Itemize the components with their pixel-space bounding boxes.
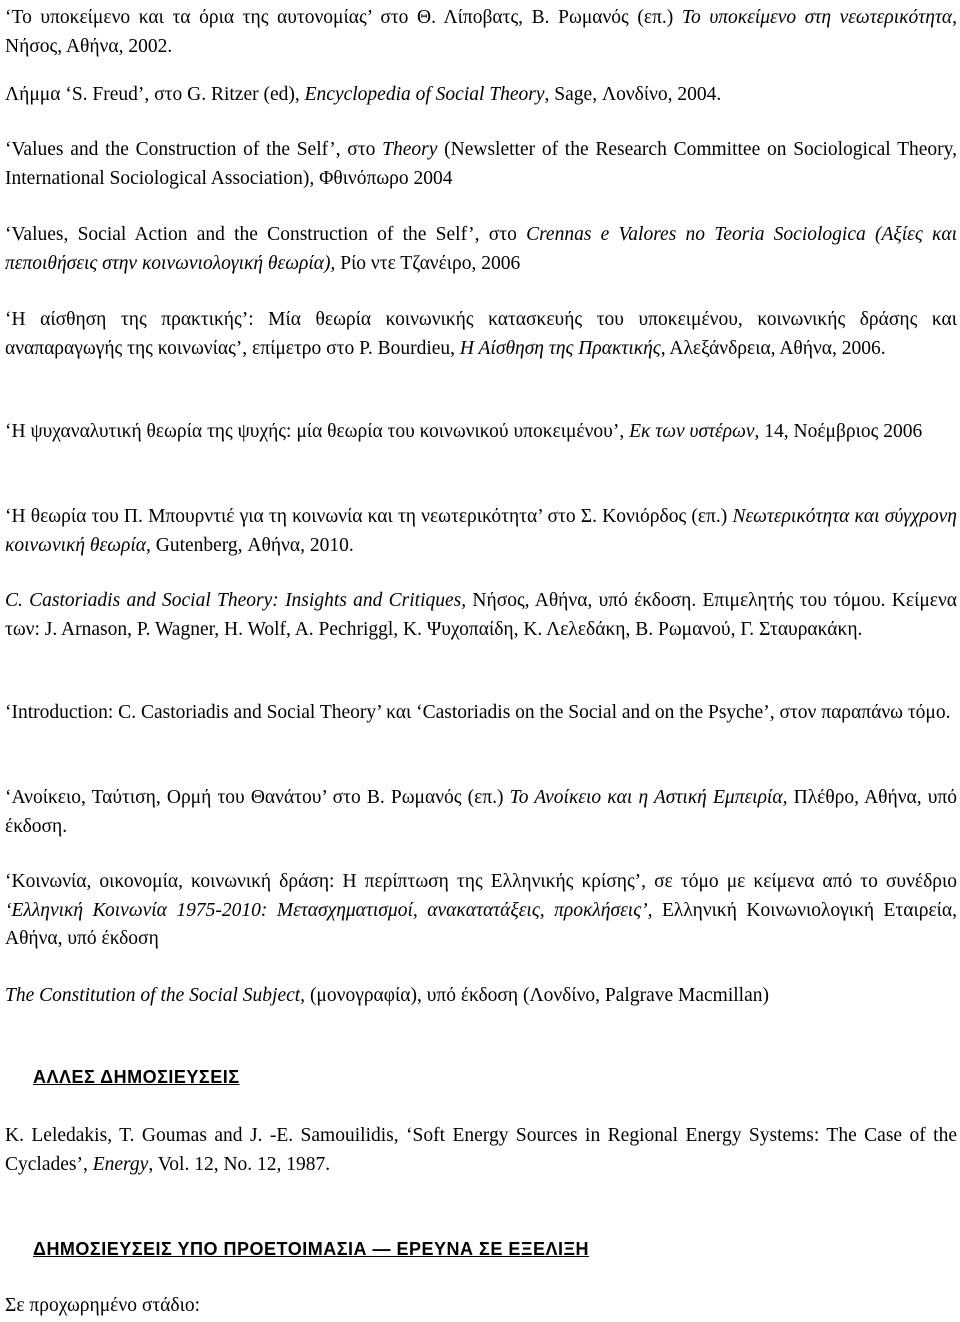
publication-entry [5,1292,957,1321]
entry-text: Ελληνική Κοινωνιολογική Εταιρεία, Αθήνα, υπό έκδοση [5,899,957,949]
entry-text: Πλέθρο, Αθήνα, υπό έκδοση. [5,787,958,837]
section-heading-other-publications: ΑΛΛΕΣ ΔΗΜΟΣΙΕΥΣΕΙΣ [33,1067,240,1087]
entry-text: , 14, Νοέμβριος 2006 [754,421,923,442]
entry-text: ‘Ανοίκειο, Ταύτιση, Ορμή του Θανάτου’ στο Β. Ρωμανός (επ.) [5,787,510,808]
entry-italic-text: Νεωτερικότητα και σύγχρονη κοινωνική θεωρία [5,506,957,556]
entry-italic-text: Encyclopedia of Social Theory [304,84,545,105]
entry-text: Ρίο ντε Τζανέιρο, 2006 [335,252,521,274]
publication-entry [5,306,957,363]
publication-entry [5,81,957,110]
entry-italic-text: (Αξίες και πεποιθήσεις στην κοινωνιολογική θεωρία), [5,224,958,274]
entry-text: , Sage, Λονδίνο, 2004. [544,84,722,105]
publication-entry [5,587,957,644]
entry-text: Λήμμα ‘S. Freud’, στο G. Ritzer (ed), [5,84,305,105]
entry-text: ‘Η αίσθηση της πρακτικής’: Μία θεωρία κοινωνικής κατασκευής του υποκειμένου, κοινωνικής δράσης και αναπαραγωγής της κοινωνίας’, επίμετρο στο P. Bourdieu, [5,309,957,359]
section-heading-in-preparation: ΔΗΜΟΣΙΕΥΣΕΙΣ ΥΠΟ ΠΡΟΕΤΟΙΜΑΣΙΑ — ΕΡΕΥΝΑ ΣΕ ΕΞΕΛΙΞΗ [33,1239,590,1259]
publication-entry [5,418,957,447]
entry-text: K. Leledakis, T. Goumas and J. -E. Samouilidis, ‘Soft Energy Sources in Regional Energy Systems: The Case of the Cyclades’, [5,1125,957,1175]
publication-entry [5,784,957,841]
entry-italic-text: Το υποκείμενο στη νεωτερικότητα [681,7,953,28]
publication-entry [5,503,957,560]
entry-italic-text: Εκ των υστέρων [629,421,755,442]
entry-italic-text: ‘Ελληνική Κοινωνία 1975-2010: Μετασχηματισμοί, ανακατατάξεις, προκλήσεις’, [5,899,653,921]
entry-italic-text: Theory [382,139,438,160]
entry-text [866,224,875,245]
entry-text: ‘Values, Social Action and the Construction of the Self’, στο [5,224,527,245]
entry-text: , Νήσος, Αθήνα, 2002. [5,7,957,57]
entry-text: (Newsletter of the Research Committee on Sociological Theory, International Sociological Association), Φθινόπωρο 2004 [5,139,957,189]
publication-entry [5,4,957,61]
entry-text: (μονογραφία), υπό έκδοση (Λονδίνο, Palgrave Macmillan) [305,985,769,1006]
entry-italic-text: C. Castoriadis and Social Theory: Insights and Critiques, [5,590,467,611]
entry-text: Νήσος, Αθήνα, υπό έκδοση. Επιμελητής του τόμου. Κείμενα των: J. Arnason, P. Wagner, H. Wolf, A. Pechriggl, K. Ψυχοπαίδη, Κ. Λελεδάκη, Β. Ρωμανού, Γ. Σταυρακάκη. [5,590,958,640]
publication-entry [5,1122,957,1179]
entry-text: ‘Η ψυχαναλυτική θεωρία της ψυχής: μία θεωρία του κοινωνικού υποκειμένου’, [5,421,630,442]
publication-entry [5,221,957,278]
publication-entry [5,868,957,954]
entry-italic-text: Crennas e Valores no Teoria Sociologica [526,224,866,245]
entry-text: ‘Introduction: C. Castoriadis and Social Theory’ και ‘Castoriadis on the Social and on the Psyche’, στον παραπάνω τόμο. [5,702,951,723]
publication-entry [5,136,957,193]
publication-entry [5,982,957,1011]
entry-text: ‘Η θεωρία του Π. Μπουρντιέ για τη κοινωνία και τη νεωτερικότητα’ στο Σ. Κονιόρδος (επ.) [5,506,733,527]
entry-text: ‘Κοινωνία, οικονομία, κοινωνική δράση: Η περίπτωση της Ελληνικής κρίσης’, σε τόμο με κείμενα από το συνέδριο [5,871,957,892]
entry-text: ‘Values and the Construction of the Self’, στο [5,139,383,160]
entry-text: , Αλεξάνδρεια, Αθήνα, 2006. [660,337,886,359]
entry-text: , Gutenberg, Αθήνα, 2010. [145,534,354,556]
entry-italic-text: Energy [92,1153,149,1175]
entry-text: , Vol. 12, No. 12, 1987. [148,1153,331,1175]
publication-entry [5,699,957,728]
entry-text: Σε προχωρημένο στάδιο: [5,1295,200,1316]
entry-italic-text: The Constitution of the Social Subject, [5,985,306,1006]
entry-italic-text: Η Αίσθηση της Πρακτικής [459,337,661,359]
entry-text: ‘Το υποκείμενο και τα όρια της αυτονομίας’ στο Θ. Λίποβατς, Β. Ρωμανός (επ.) [5,7,682,28]
entry-italic-text: Το Ανοίκειο και η Αστική Εμπειρία, [509,787,788,808]
